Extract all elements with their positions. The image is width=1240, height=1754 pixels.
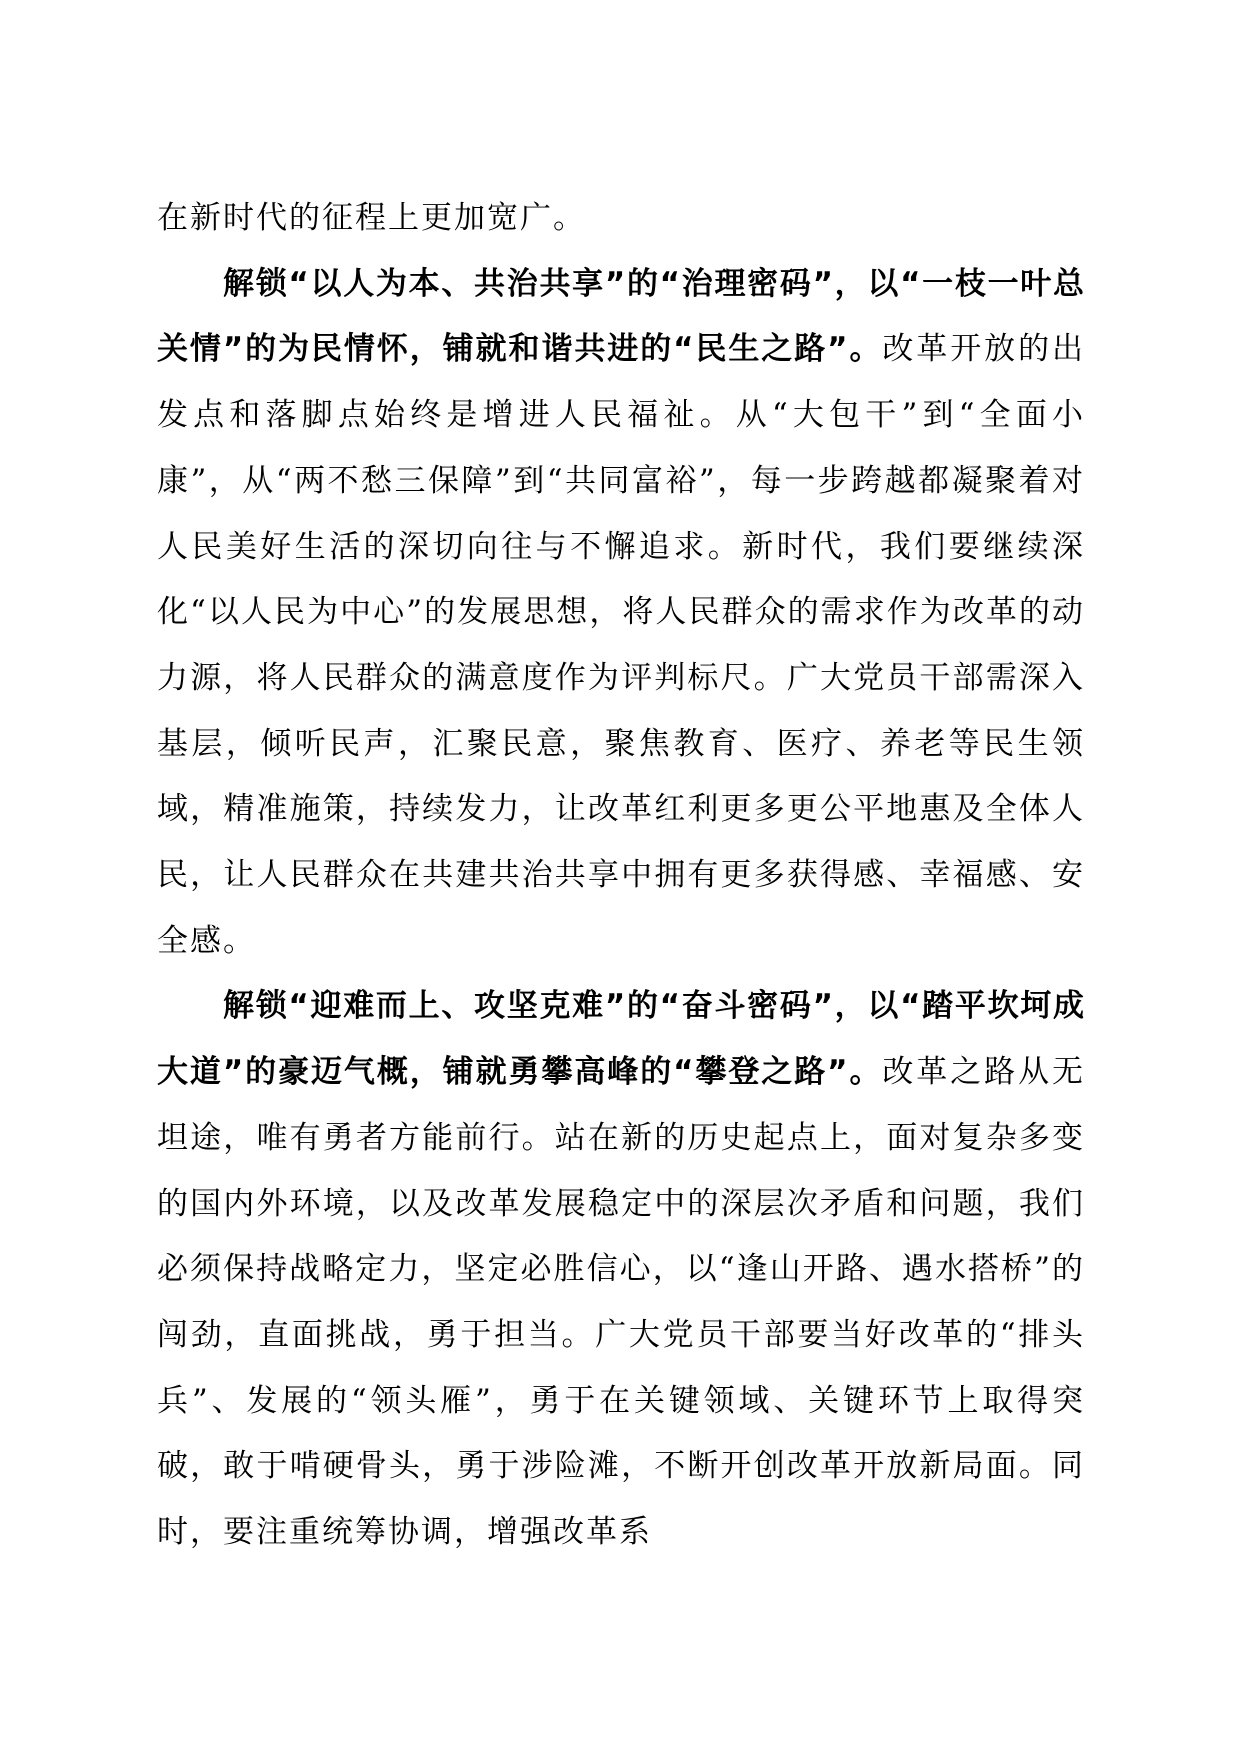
paragraph-lead-heading: 解锁“迎难而上、攻坚克难”的“奋斗密码”，以“踏平坎坷成大道”的豪迈气概，铺就勇攀高峰的“攀登之路”。 xyxy=(157,988,1085,1091)
paragraph-text: 在新时代的征程上更加宽广。 xyxy=(157,200,586,236)
paragraph-text: 改革之路从无坦途，唯有勇者方能前行。站在新的历史起点上，面对复杂多变的国内外环境，以及改革发展稳定中的深层次矛盾和问题，我们必须保持战略定力，坚定必胜信心，以“逢山开路、遇水搭桥”的闯劲，直面挑战，勇于担当。广大党员干部要当好改革的“排头兵”、发展的“领头雁”，勇于在关键领域、关键环节上取得突破，敢于啃硬骨头，勇于涉险滩，不断开创改革开放新局面。同时，要注重统筹协调，增强改革系 xyxy=(157,1054,1085,1551)
paragraph-lead-heading: 解锁“以人为本、共治共享”的“治理密码”，以“一枝一叶总关情”的为民情怀，铺就和谐共进的“民生之路”。 xyxy=(157,265,1085,368)
paragraph-text: 改革开放的出发点和落脚点始终是增进人民福祉。从“大包干”到“全面小康”，从“两不愁三保障”到“共同富裕”，每一步跨越都凝聚着对人民美好生活的深切向往与不懈追求。新时代，我们要继续深化“以人民为中心”的发展思想，将人民群众的需求作为改革的动力源，将人民群众的满意度作为评判标尺。广大党员干部需深入基层，倾听民声，汇聚民意，聚焦教育、医疗、养老等民生领域，精准施策，持续发力，让改革红利更多更公平地惠及全体人民，让人民群众在共建共治共享中拥有更多获得感、幸福感、安全感。 xyxy=(157,331,1085,959)
paragraph-continuation xyxy=(157,186,1085,252)
paragraph-governance-code xyxy=(157,252,1085,975)
document-body xyxy=(157,186,1085,1566)
paragraph-struggle-code xyxy=(157,974,1085,1565)
